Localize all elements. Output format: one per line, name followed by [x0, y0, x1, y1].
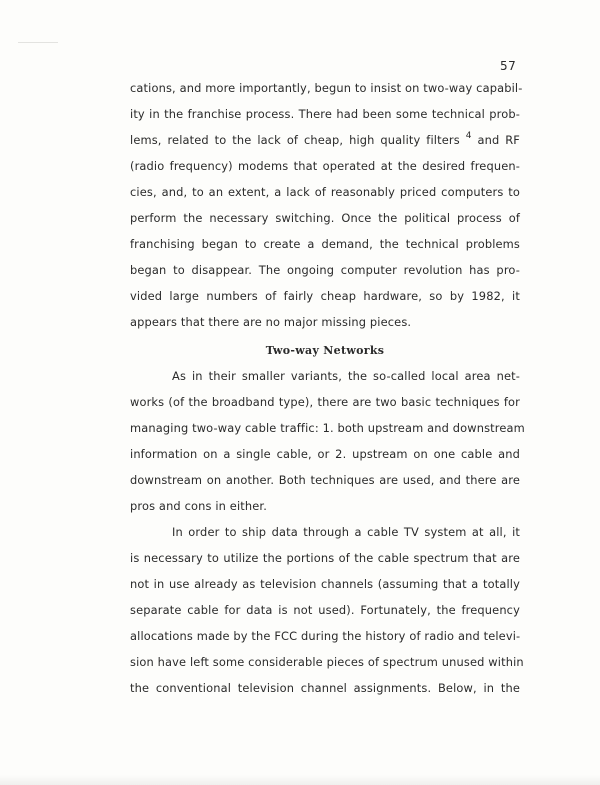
- paragraph-2-line-3: managing two-way cable traffic: 1. both upstream and downstream: [130, 421, 525, 435]
- paragraph-1-line-3-text: lems, related to the lack of cheap, high quality filters: [130, 133, 460, 147]
- paragraph-3-line-5: allocations made by the FCC during the history of radio and televi-: [130, 629, 521, 643]
- paragraph-1-line-1: cations, and more importantly, begun to insist on two-way capabil-: [130, 81, 523, 95]
- paragraph-2-line-2: works (of the broadband type), there are two basic techniques for: [130, 395, 520, 409]
- paragraph-1-line-10: appears that there are no major missing pieces.: [130, 315, 412, 329]
- page-number: 57: [500, 59, 517, 73]
- paragraph-3-line-4: separate cable for data is not used). Fortunately, the frequency: [130, 603, 520, 617]
- paragraph-3-line-2: is necessary to utilize the portions of the cable spectrum that are: [130, 551, 520, 565]
- paragraph-1-line-5: cies, and, to an extent, a lack of reasonably priced computers to: [130, 185, 520, 199]
- footnote-reference: 4: [465, 131, 472, 141]
- paragraph-1-line-7: franchising began to create a demand, the technical problems: [130, 237, 520, 251]
- scan-artifact: [18, 42, 58, 43]
- scan-bottom-edge: [0, 775, 600, 785]
- paragraph-3-line-6: sion have left some considerable pieces of spectrum unused within: [130, 655, 524, 669]
- paragraph-3-line-7: the conventional television channel assignments. Below, in the: [130, 681, 520, 695]
- paragraph-1-line-3-tail: and RF: [477, 133, 520, 147]
- section-heading: Two-way Networks: [265, 344, 385, 357]
- paragraph-1-line-9: vided large numbers of fairly cheap hardware, so by 1982, it: [130, 289, 520, 303]
- paragraph-2-line-5: downstream on another. Both techniques are used, and there are: [130, 473, 520, 487]
- paragraph-1-line-8: began to disappear. The ongoing computer revolution has pro-: [130, 263, 520, 277]
- paragraph-2-line-1: As in their smaller variants, the so-called local area net-: [172, 369, 520, 383]
- paragraph-1-line-3: [130, 133, 520, 147]
- paragraph-3-line-1: In order to ship data through a cable TV system at all, it: [172, 525, 520, 539]
- paragraph-3-line-3: not in use already as television channels (assuming that a totally: [130, 577, 520, 591]
- paragraph-1-line-4: (radio frequency) modems that operated at the desired frequen-: [130, 159, 520, 173]
- paragraph-2-line-4: information on a single cable, or 2. upstream on one cable and: [130, 447, 520, 461]
- paragraph-1-line-6: perform the necessary switching. Once the political process of: [130, 211, 520, 225]
- paragraph-2-line-6: pros and cons in either.: [130, 499, 267, 513]
- paragraph-1-line-2: ity in the franchise process. There had been some technical prob-: [130, 107, 520, 121]
